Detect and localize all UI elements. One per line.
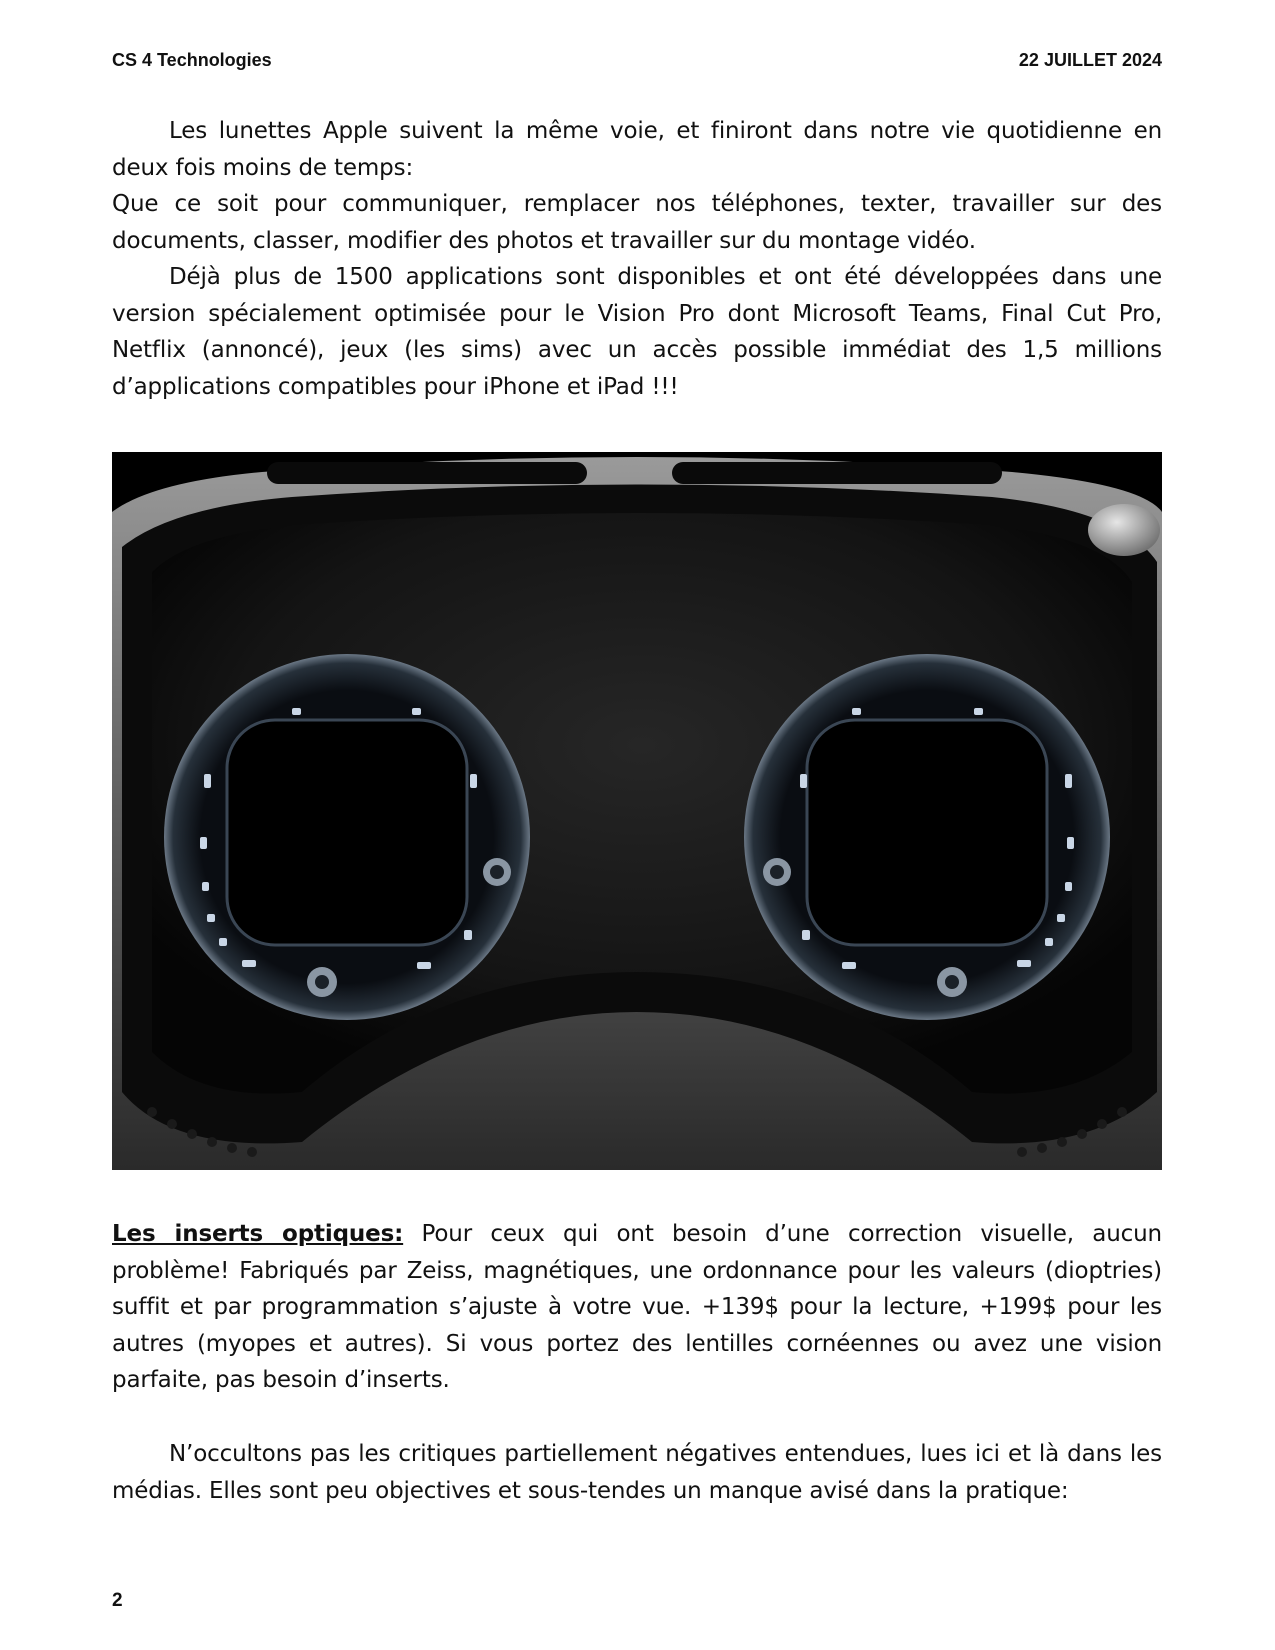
inserts-heading: Les inserts optiques: <box>112 1221 404 1247</box>
digital-crown <box>1088 504 1160 556</box>
vision-pro-interior-photo <box>112 452 1162 1170</box>
publication-name: CS 4 Technologies <box>112 50 272 70</box>
inserts-text-block <box>112 1216 1162 1399</box>
criticism-text-block <box>112 1436 1162 1509</box>
right-lens <box>744 654 1110 1020</box>
paragraph-applications: Déjà plus de 1500 applications sont disponibles et ont été développées dans une version spécialement optimisée pour le Vision Pro dont Microsoft Teams, Final Cut Pro, Netflix (annoncé), jeux (les sims) avec un accès possible immédiat des 1,5 millions d’applications compatibles pour iPhone et iPad !!! <box>112 264 1162 400</box>
page-number: 2 <box>112 1590 123 1611</box>
paragraph-glasses-adoption: Les lunettes Apple suivent la même voie, et finiront dans notre vie quotidienne en deux fois moins de temps: <box>112 118 1162 181</box>
paragraph-criticism: N’occultons pas les critiques partiellement négatives entendues, lues ici et là dans les médias. Elles sont peu objectives et sous-tendes un manque avisé dans la pratique: <box>112 1441 1162 1504</box>
left-lens <box>164 654 530 1020</box>
intro-text-block <box>112 113 1162 405</box>
paragraph-use-cases: Que ce soit pour communiquer, remplacer nos téléphones, texter, travailler sur des documents, classer, modifier des photos et travailler sur du montage vidéo. <box>112 191 1162 254</box>
vision-pro-illustration <box>112 452 1162 1170</box>
page-header <box>112 50 1162 74</box>
paragraph-optical-inserts <box>112 1216 1162 1399</box>
inserts-description: Pour ceux qui ont besoin d’une correction visuelle, aucun problème! Fabriqués par Zeiss, magnétiques, une ordonnance pour les valeurs (dioptries) suffit et par programmation s’ajuste à votre vue. +139$ pour la lecture, +199$ pour les autres (myopes et autres). Si vous portez des lentilles cornéennes ou avez une vision parfaite, pas besoin d’inserts. <box>112 1221 1162 1393</box>
publication-date: 22 JUILLET 2024 <box>1018 50 1162 70</box>
